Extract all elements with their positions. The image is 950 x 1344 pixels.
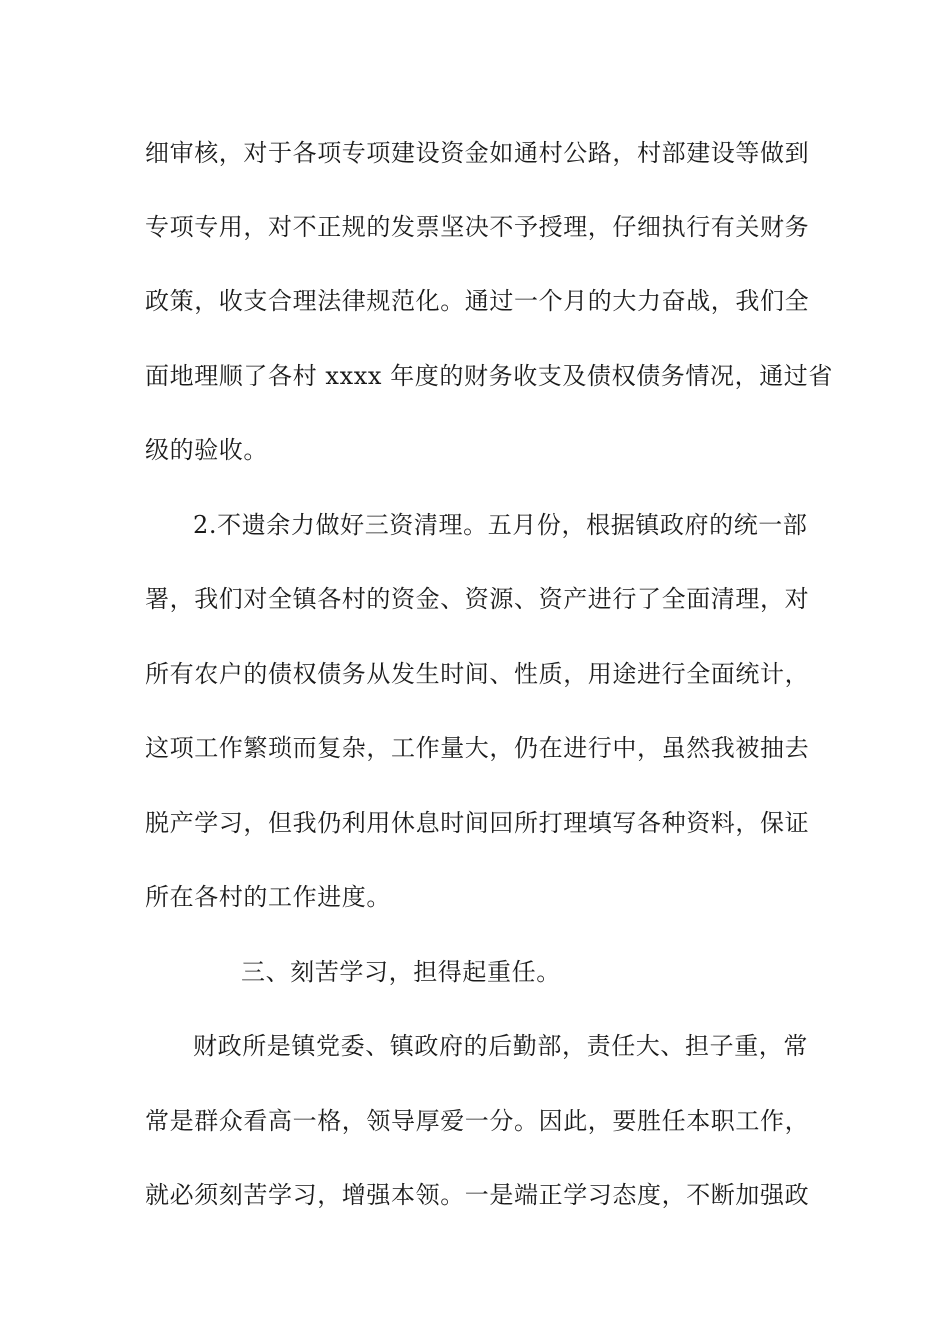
paragraph-line-1: 细审核，对于各项专项建设资金如通村公路，村部建设等做到	[145, 139, 810, 167]
paragraph-line-2: 专项专用，对不正规的发票坚决不予授理，仔细执行有关财务	[145, 213, 810, 241]
section-heading: 三、刻苦学习，担得起重任。	[241, 958, 561, 986]
paragraph-line-11: 所在各村的工作进度。	[145, 883, 391, 911]
paragraph-line-12: 财政所是镇党委、镇政府的后勤部，责任大、担子重，常	[193, 1032, 808, 1060]
paragraph-line-4: 面地理顺了各村 xxxx 年度的财务收支及债权债务情况，通过省	[145, 362, 833, 390]
paragraph-line-5: 级的验收。	[145, 436, 268, 464]
paragraph-line-13: 常是群众看高一格，领导厚爱一分。因此，要胜任本职工作，	[145, 1107, 810, 1135]
paragraph-line-9: 这项工作繁琐而复杂，工作量大，仍在进行中，虽然我被抽去	[145, 734, 810, 762]
paragraph-line-6: 2.不遗余力做好三资清理。五月份，根据镇政府的统一部	[193, 511, 808, 539]
paragraph-line-14: 就必须刻苦学习，增强本领。一是端正学习态度，不断加强政	[145, 1181, 810, 1209]
paragraph-line-8: 所有农户的债权债务从发生时间、性质，用途进行全面统计，	[145, 660, 810, 688]
paragraph-line-3: 政策，收支合理法律规范化。通过一个月的大力奋战，我们全	[145, 287, 810, 315]
paragraph-line-10: 脱产学习，但我仍利用休息时间回所打理填写各种资料，保证	[145, 809, 810, 837]
paragraph-line-7: 署，我们对全镇各村的资金、资源、资产进行了全面清理，对	[145, 585, 810, 613]
